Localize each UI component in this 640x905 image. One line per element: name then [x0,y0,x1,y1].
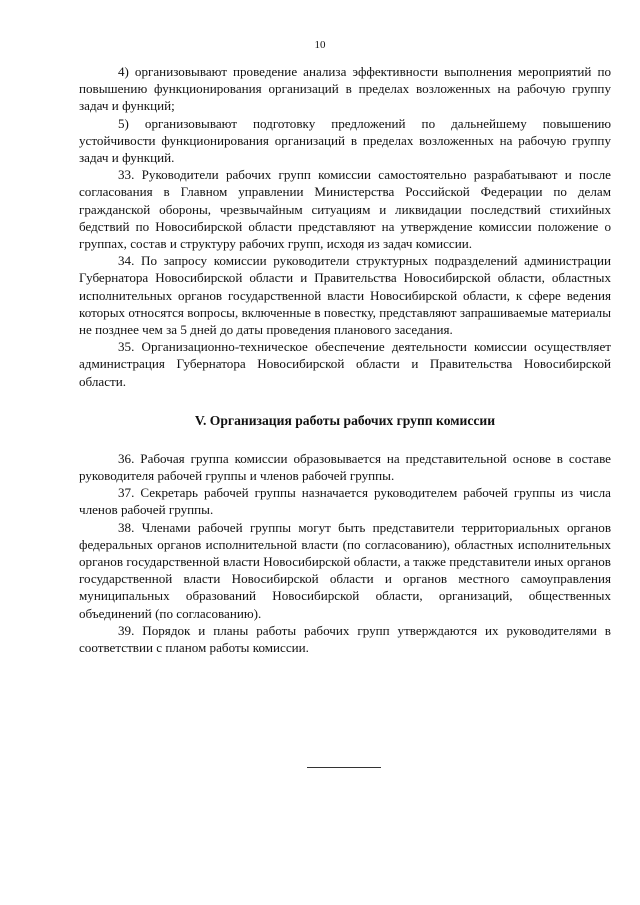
paragraph-39: 39. Порядок и планы работы рабочих групп утверждаются их руководителями в соответствии с планом работы комиссии. [79,622,611,656]
paragraph-item-5: 5) организовывают подготовку предложений по дальнейшему повышению устойчивости функционирования организаций в пределах возложенных на рабочую группу задач и функций. [79,115,611,166]
paragraph-36: 36. Рабочая группа комиссии образовывается на представительной основе в составе руководителя рабочей группы и членов рабочей группы. [79,450,611,484]
paragraph-34: 34. По запросу комиссии руководители структурных подразделений администрации Губернатора Новосибирской области и Правительства Новосибирской области, областных исполнительных органов государственной власти Новосибирской области, к сфере ведения которых относятся вопросы, включенные в повестку, представляют запрашиваемые материалы не позднее чем за 5 дней до даты проведения планового заседания. [79,253,611,338]
paragraph-38: 38. Членами рабочей группы могут быть представители территориальных органов федеральных органов исполнительной власти (по согласованию), областных исполнительных органов государственной власти Новосибирской области, а также представители иных органов государственной власти Новосибирской области и органов местного самоуправления муниципальных образований Новосибирской области, организаций, общественных объединений (по согласованию). [79,519,611,621]
paragraph-37: 37. Секретарь рабочей группы назначается руководителем рабочей группы из числа членов рабочей группы. [79,485,611,518]
page-number: 10 [314,39,326,51]
end-of-document-rule [307,767,381,768]
document-body [79,63,611,656]
paragraph-item-4: 4) организовывают проведение анализа эффективности выполнения мероприятий по повышению функционирования организаций в пределах возложенных на рабочую группу задач и функций; [79,64,611,114]
paragraph-33: 33. Руководители рабочих групп комиссии самостоятельно разрабатывают и после согласования в Главном управлении Министерства Российской Федерации по делам гражданской обороны, чрезвычайным ситуациям и ликвидации последствий стихийных бедствий по Новосибирской области представляют на утверждение комиссии положение о группах, состав и структуру рабочих групп, исходя из задач комиссии. [79,167,611,252]
section-heading: V. Организация работы рабочих групп комиссии [194,412,496,428]
paragraph-35: 35. Организационно-техническое обеспечение деятельности комиссии осуществляет администрация Губернатора Новосибирской области и Правительства Новосибирской области. [79,339,611,389]
